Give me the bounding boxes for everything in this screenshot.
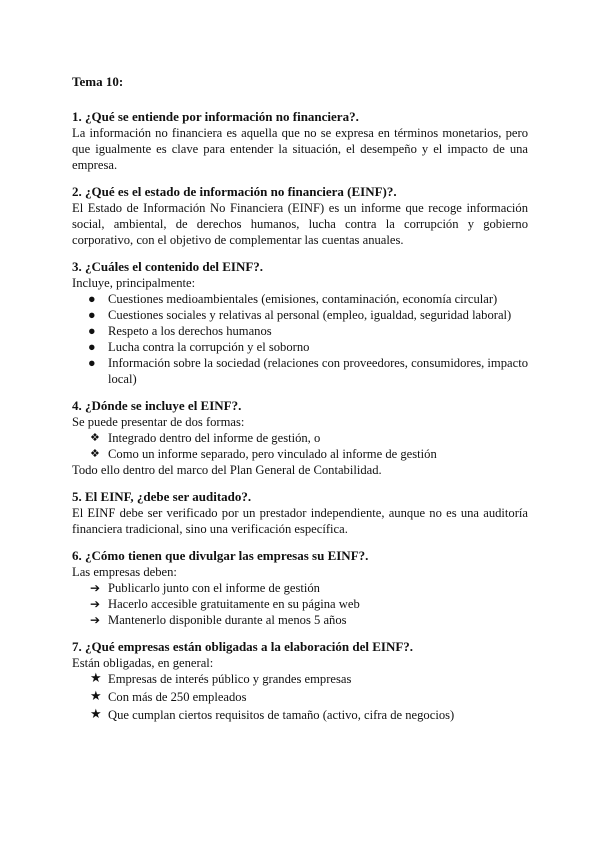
list-item: ● Información sobre la sociedad (relaciones con proveedores, consumidores, impacto local): [88, 356, 528, 386]
star-icon: ★: [90, 689, 102, 704]
intro-3: Incluye, principalmente:: [72, 276, 196, 290]
question-4: 4. ¿Dónde se incluye el EINF?.: [72, 398, 242, 413]
section-1: [72, 108, 528, 173]
list-item: ★ Que cumplan ciertos requisitos de tamaño (activo, cifra de negocios): [90, 707, 455, 722]
question-5: 5. El EINF, ¿debe ser auditado?.: [72, 489, 252, 504]
list-item: ❖ Integrado dentro del informe de gestión, o: [90, 431, 321, 445]
intro-6: Las empresas deben:: [72, 565, 177, 579]
list-item: ➔ Publicarlo junto con el informe de gestión: [90, 581, 320, 595]
bullet-icon: ●: [88, 340, 96, 354]
intro-7: Están obligadas, en general:: [72, 656, 214, 670]
question-3: 3. ¿Cuáles el contenido del EINF?.: [72, 259, 264, 274]
section-3: [72, 258, 528, 387]
list-item: ● Respeto a los derechos humanos: [88, 324, 272, 338]
section-6: [72, 547, 528, 628]
bullet-icon: ●: [88, 324, 96, 338]
question-2: 2. ¿Qué es el estado de información no financiera (EINF)?.: [72, 184, 397, 199]
outro-4: Todo ello dentro del marco del Plan General de Contabilidad.: [72, 463, 382, 477]
content-list: [72, 291, 528, 387]
bullet-icon: ●: [88, 292, 96, 306]
page-title: Tema 10:: [72, 74, 124, 89]
forms-list: [72, 430, 528, 462]
list-item: ● Cuestiones medioambientales (emisiones, contaminación, economía circular): [88, 292, 498, 306]
bullet-icon: ●: [88, 356, 96, 370]
disclosure-list: [72, 580, 528, 628]
list-item: ★ Empresas de interés público y grandes empresas: [90, 671, 352, 686]
answer-1: La información no financiera es aquella que no se expresa en términos monetarios, pero que igualmente es clave para entender la situación, el desempeño y el impacto de una empresa.: [72, 126, 528, 172]
arrow-right-icon: ➔: [90, 597, 101, 611]
question-7: 7. ¿Qué empresas están obligadas a la elaboración del EINF?.: [72, 639, 414, 654]
list-item: ● Cuestiones sociales y relativas al personal (empleo, igualdad, seguridad laboral): [88, 308, 512, 322]
list-item: ➔ Hacerlo accesible gratuitamente en su página web: [90, 597, 360, 611]
arrow-right-icon: ➔: [90, 613, 101, 627]
diamond-icon: ❖: [90, 447, 100, 460]
bullet-icon: ●: [88, 308, 96, 322]
question-1: 1. ¿Qué se entiende por información no financiera?.: [72, 109, 359, 124]
list-item: ★ Con más de 250 empleados: [90, 689, 247, 704]
question-6: 6. ¿Cómo tienen que divulgar las empresas su EINF?.: [72, 548, 369, 563]
document-body: [72, 74, 528, 733]
diamond-icon: ❖: [90, 431, 100, 444]
star-icon: ★: [90, 671, 102, 686]
section-5: [72, 488, 528, 537]
section-7: [72, 638, 528, 723]
section-2: [72, 183, 528, 248]
intro-4: Se puede presentar de dos formas:: [72, 415, 245, 429]
list-item: ● Lucha contra la corrupción y el soborno: [88, 340, 310, 354]
arrow-right-icon: ➔: [90, 581, 101, 595]
obligated-companies-list: [72, 671, 528, 723]
section-4: [72, 397, 528, 478]
answer-2: El Estado de Información No Financiera (EINF) es un informe que recoge información social, ambiental, de derechos humanos, lucha contra la corrupción y gobierno corporativo, con el objetivo de complementar las cuentas anuales.: [72, 201, 528, 247]
list-item: ❖ Como un informe separado, pero vinculado al informe de gestión: [90, 447, 437, 461]
list-item: ➔ Mantenerlo disponible durante al menos 5 años: [90, 613, 347, 627]
star-icon: ★: [90, 707, 102, 722]
answer-5: El EINF debe ser verificado por un prestador independiente, aunque no es una auditoría financiera tradicional, sino una verificación específica.: [72, 506, 528, 536]
